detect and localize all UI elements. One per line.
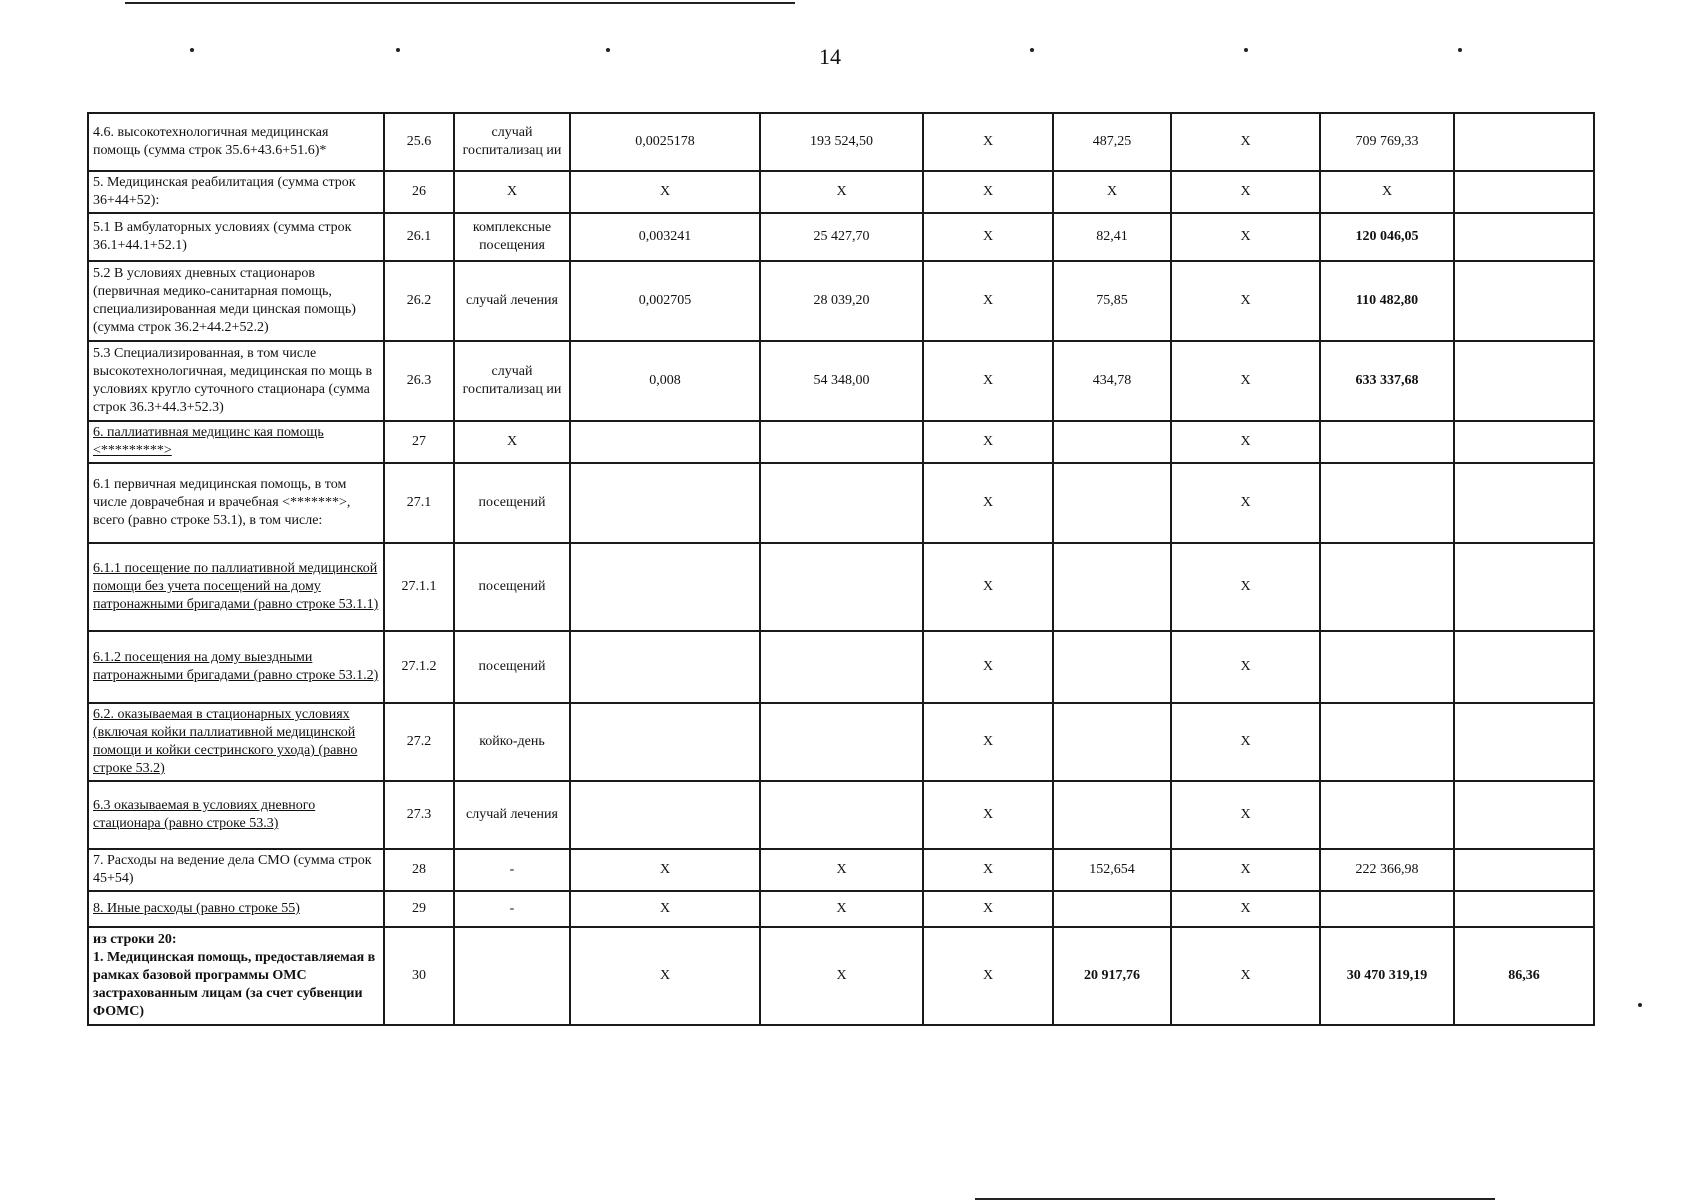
cell-c4: 0,003241 [570, 213, 760, 261]
cell-c10 [1454, 631, 1594, 703]
cell-c8: X [1171, 421, 1320, 463]
cell-c9 [1320, 891, 1454, 927]
cell-c7: 434,78 [1053, 341, 1171, 421]
cell-c5: X [760, 171, 923, 213]
cell-unit: посещений [454, 631, 570, 703]
cell-c7: 20 917,76 [1053, 927, 1171, 1025]
cell-c8: X [1171, 927, 1320, 1025]
cell-c5 [760, 631, 923, 703]
scan-dot [396, 48, 400, 52]
cell-c5: 54 348,00 [760, 341, 923, 421]
cell-c5 [760, 781, 923, 849]
cell-c6: X [923, 463, 1053, 543]
cell-c10 [1454, 463, 1594, 543]
cell-c9 [1320, 781, 1454, 849]
cell-c7: 75,85 [1053, 261, 1171, 341]
cell-c8: X [1171, 261, 1320, 341]
cell-c5 [760, 421, 923, 463]
cell-c8: X [1171, 781, 1320, 849]
cell-code: 26 [384, 171, 454, 213]
table-row [88, 781, 1594, 849]
cell-code: 26.1 [384, 213, 454, 261]
cell-code: 28 [384, 849, 454, 891]
cell-unit: - [454, 891, 570, 927]
cell-name: 6.1 первичная медицинская помощь, в том числе доврачебная и врачебная <*******>, всего (равно строке 53.1), в том числе: [88, 463, 384, 543]
cell-c9 [1320, 543, 1454, 631]
cell-unit: случай лечения [454, 781, 570, 849]
cell-c7: 82,41 [1053, 213, 1171, 261]
cell-c10 [1454, 891, 1594, 927]
scan-dot [1638, 1003, 1642, 1007]
cell-name: 4.6. высокотехнологичная медицинская помощь (сумма строк 35.6+43.6+51.6)* [88, 113, 384, 171]
cell-c8: X [1171, 113, 1320, 171]
cell-c4: X [570, 849, 760, 891]
cell-c4: 0,0025178 [570, 113, 760, 171]
cell-name: 6.2. оказываемая в стационарных условиях (включая койки паллиативной медицинской помощи и койки сестринского ухода) (равно строке 53.2) [88, 703, 384, 781]
cell-name: 6.3 оказываемая в условиях дневного стационара (равно строке 53.3) [88, 781, 384, 849]
cell-c9 [1320, 703, 1454, 781]
scan-dot [606, 48, 610, 52]
cell-c7 [1053, 781, 1171, 849]
cell-name: 8. Иные расходы (равно строке 55) [88, 891, 384, 927]
cell-c10 [1454, 213, 1594, 261]
cell-c7: 152,654 [1053, 849, 1171, 891]
cell-c10 [1454, 171, 1594, 213]
cell-c9: 120 046,05 [1320, 213, 1454, 261]
cell-c7 [1053, 631, 1171, 703]
cell-c5: X [760, 849, 923, 891]
cell-c6: X [923, 341, 1053, 421]
cell-code: 30 [384, 927, 454, 1025]
table-row [88, 927, 1594, 1025]
table-row [88, 703, 1594, 781]
cell-c9: 633 337,68 [1320, 341, 1454, 421]
cell-c7 [1053, 543, 1171, 631]
cell-unit: X [454, 171, 570, 213]
cell-c6: X [923, 703, 1053, 781]
cell-c9: 110 482,80 [1320, 261, 1454, 341]
table-row [88, 543, 1594, 631]
cell-c4: X [570, 171, 760, 213]
cell-name: 6. паллиативная медицинс кая помощь <*********> [88, 421, 384, 463]
cell-c10 [1454, 703, 1594, 781]
cell-c8: X [1171, 543, 1320, 631]
cell-c6: X [923, 781, 1053, 849]
cell-name: 5.2 В условиях дневных стационаров (первичная медико-санитарная помощь, специализированная меди цинская помощь) (сумма строк 36.2+44.2+52.2) [88, 261, 384, 341]
scan-dot [190, 48, 194, 52]
table-row [88, 261, 1594, 341]
cell-c6: X [923, 213, 1053, 261]
cell-code: 27.2 [384, 703, 454, 781]
table-row [88, 631, 1594, 703]
cell-name: 7. Расходы на ведение дела СМО (сумма строк 45+54) [88, 849, 384, 891]
cell-c5 [760, 543, 923, 631]
cell-code: 26.2 [384, 261, 454, 341]
table-row [88, 113, 1594, 171]
table-row [88, 341, 1594, 421]
cell-c6: X [923, 631, 1053, 703]
cell-c5: 28 039,20 [760, 261, 923, 341]
cell-c7 [1053, 463, 1171, 543]
cell-c7 [1053, 703, 1171, 781]
cell-c7 [1053, 421, 1171, 463]
cell-unit: случай госпитализац ии [454, 113, 570, 171]
cell-unit: койко-день [454, 703, 570, 781]
cell-c8: X [1171, 213, 1320, 261]
cell-code: 27.1.1 [384, 543, 454, 631]
cell-c7: 487,25 [1053, 113, 1171, 171]
cell-c9 [1320, 421, 1454, 463]
table-body [88, 113, 1594, 1025]
cell-c5 [760, 463, 923, 543]
cell-c7: X [1053, 171, 1171, 213]
table-row [88, 171, 1594, 213]
cell-name: 5.3 Специализированная, в том числе высокотехнологичная, медицинская по мощь в условиях кругло суточного стационара (сумма строк 36.3+44.3+52.3) [88, 341, 384, 421]
table-row [88, 421, 1594, 463]
cell-unit: посещений [454, 543, 570, 631]
cell-c10 [1454, 421, 1594, 463]
cell-code: 27.3 [384, 781, 454, 849]
cell-c4 [570, 543, 760, 631]
cell-c6: X [923, 261, 1053, 341]
cell-c6: X [923, 891, 1053, 927]
cell-c8: X [1171, 171, 1320, 213]
scan-dot [1244, 48, 1248, 52]
cell-c8: X [1171, 891, 1320, 927]
cell-code: 27 [384, 421, 454, 463]
scan-dot [1458, 48, 1462, 52]
cell-c8: X [1171, 341, 1320, 421]
cell-c4 [570, 781, 760, 849]
cell-unit: случай лечения [454, 261, 570, 341]
cell-c5: 193 524,50 [760, 113, 923, 171]
cell-c4: X [570, 927, 760, 1025]
cell-c10 [1454, 113, 1594, 171]
cell-unit: случай госпитализац ии [454, 341, 570, 421]
cell-name: из строки 20: 1. Медицинская помощь, предоставляемая в рамках базовой программы ОМС застрахованным лицам (за счет субвенции ФОМС) [88, 927, 384, 1025]
cell-name: 5. Медицинская реабилитация (сумма строк 36+44+52): [88, 171, 384, 213]
cell-unit [454, 927, 570, 1025]
cell-c8: X [1171, 463, 1320, 543]
cell-code: 27.1 [384, 463, 454, 543]
cell-c6: X [923, 113, 1053, 171]
cell-c6: X [923, 171, 1053, 213]
scan-dot [1030, 48, 1034, 52]
cell-c10 [1454, 261, 1594, 341]
cell-c4: X [570, 891, 760, 927]
cell-c5: X [760, 891, 923, 927]
cell-unit: - [454, 849, 570, 891]
cell-c4 [570, 631, 760, 703]
cell-c10: 86,36 [1454, 927, 1594, 1025]
cell-name: 6.1.1 посещение по паллиативной медицинской помощи без учета посещений на дому патронажными бригадами (равно строке 53.1.1) [88, 543, 384, 631]
cell-c9 [1320, 463, 1454, 543]
cell-c4: 0,008 [570, 341, 760, 421]
cell-c5: 25 427,70 [760, 213, 923, 261]
cell-c9: 30 470 319,19 [1320, 927, 1454, 1025]
table-row [88, 849, 1594, 891]
cell-c6: X [923, 849, 1053, 891]
cell-unit: посещений [454, 463, 570, 543]
table-row [88, 213, 1594, 261]
cell-name: 5.1 В амбулаторных условиях (сумма строк 36.1+44.1+52.1) [88, 213, 384, 261]
cell-code: 25.6 [384, 113, 454, 171]
cell-c8: X [1171, 849, 1320, 891]
cell-c5: X [760, 927, 923, 1025]
cell-c4 [570, 463, 760, 543]
cell-unit: X [454, 421, 570, 463]
table-row [88, 891, 1594, 927]
cell-c7 [1053, 891, 1171, 927]
cell-c9: 222 366,98 [1320, 849, 1454, 891]
cell-c10 [1454, 849, 1594, 891]
cell-c9: X [1320, 171, 1454, 213]
page-number: 14 [819, 44, 841, 69]
cell-c9: 709 769,33 [1320, 113, 1454, 171]
cell-c6: X [923, 927, 1053, 1025]
cell-unit: комплексные посещения [454, 213, 570, 261]
cell-c4 [570, 421, 760, 463]
cell-c10 [1454, 341, 1594, 421]
cell-c10 [1454, 543, 1594, 631]
cell-c5 [760, 703, 923, 781]
report-table [87, 112, 1595, 1026]
cell-c8: X [1171, 703, 1320, 781]
cell-name: 6.1.2 посещения на дому выездными патронажными бригадами (равно строке 53.1.2) [88, 631, 384, 703]
cell-c10 [1454, 781, 1594, 849]
cell-c8: X [1171, 631, 1320, 703]
cell-code: 27.1.2 [384, 631, 454, 703]
cell-code: 29 [384, 891, 454, 927]
table-row [88, 463, 1594, 543]
cell-c6: X [923, 543, 1053, 631]
cell-c9 [1320, 631, 1454, 703]
cell-code: 26.3 [384, 341, 454, 421]
cell-c4 [570, 703, 760, 781]
cell-c6: X [923, 421, 1053, 463]
cell-c4: 0,002705 [570, 261, 760, 341]
scan-line-top [125, 2, 795, 4]
